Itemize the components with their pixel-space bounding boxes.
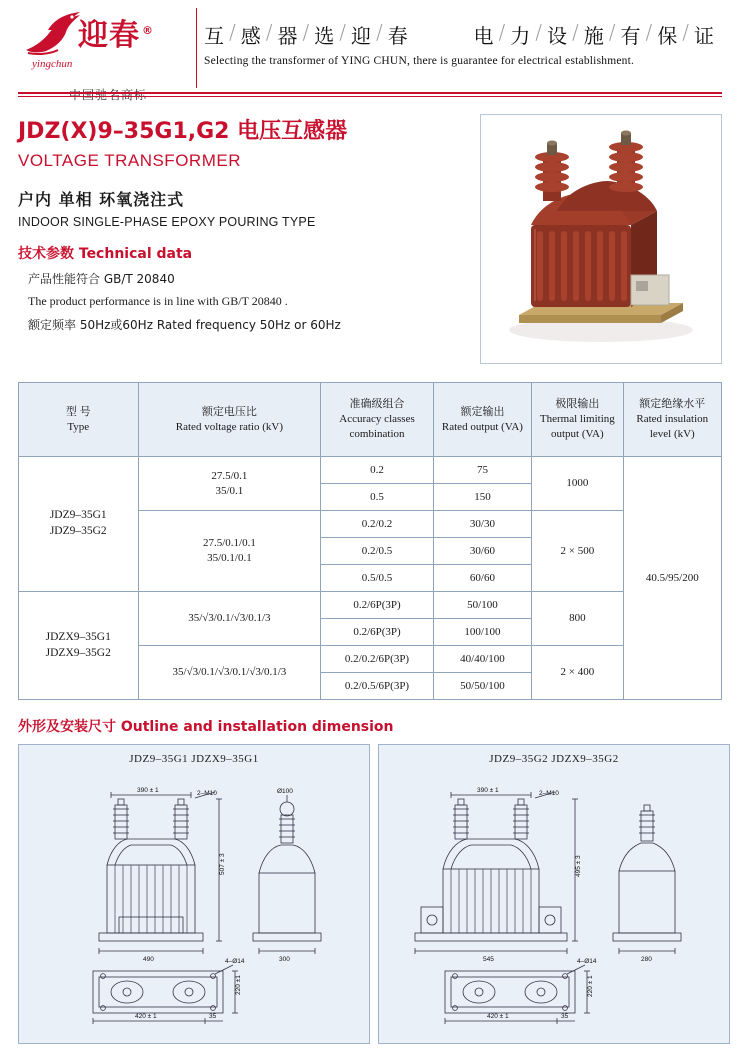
tech-line-2: The product performance is in line with GB/T 20840 . [28,294,288,308]
logo-chinese-text: 迎春 [78,18,140,53]
cell-type-group-1 [19,457,139,592]
label-plan-hole: 4–Ø14 [225,958,245,965]
label-plan-depth: 220 ±1 [235,975,242,995]
col-header-accuracy [321,383,433,457]
cell-thermal-4: 2 × 400 [532,646,623,700]
product-photo [480,114,722,364]
header-rule-thin [18,96,722,97]
cell-ratio-1 [138,457,321,511]
slogan-chinese-left [204,20,410,49]
cell-output: 100/100 [433,619,531,646]
header-vertical-divider [196,8,197,88]
slogan-left-char-0: 互 [204,24,226,48]
col-header-type-cn: 型 号 [65,405,91,418]
company-logo [18,6,198,103]
slogan-left-char-4: 迎 [351,24,373,48]
slogan-chinese-right [474,20,717,49]
cell-accuracy: 0.2/0.2/6P(3P) [321,646,433,673]
label-plan-width: 420 ± 1 [135,1013,157,1020]
dimension-panels [0,744,740,1044]
ratio-1-line2: 35/0.1 [215,484,244,497]
slogan-right-char-5: 保 [657,24,680,48]
product-intro-section [0,100,740,364]
slogan-right-char-3: 施 [583,24,606,48]
slogan-right-char-4: 有 [620,24,643,48]
cell-accuracy: 0.2 [321,457,433,484]
cell-accuracy: 0.2/6P(3P) [321,592,433,619]
specification-table [18,382,722,700]
specification-table-section [0,364,740,700]
type-g2-line2: JDZX9–35G2 [45,646,111,659]
label-base-width: 545 [483,956,494,963]
slogan-separator: / [682,20,691,44]
cell-thermal-3: 800 [532,592,623,646]
logo-mark [18,6,198,62]
col-header-type-en: Type [67,420,90,433]
cell-output: 60/60 [433,565,531,592]
drawing-area-g1 [19,765,369,1027]
product-photo-column [480,114,722,364]
cell-output: 30/30 [433,511,531,538]
label-circle: Ø100 [277,788,293,795]
col-header-thermal-cn: 极限输出 [555,398,600,411]
label-plan-small: 35 [561,1013,569,1020]
label-top-width: 390 ± 1 [477,787,499,794]
page-title-english: VOLTAGE TRANSFORMER [18,151,241,170]
cell-output: 50/50/100 [433,673,531,700]
table-row [19,592,722,619]
technical-data-heading: 技术参数 Technical data [18,246,193,262]
cell-thermal-1: 1000 [532,457,623,511]
cell-thermal-2: 2 × 500 [532,511,623,592]
label-plan-hole: 4–Ø14 [577,958,597,965]
ratio-2-line2: 35/0.1/0.1 [207,552,252,564]
logo-subtitle: 中国驰名商标 [68,88,147,102]
label-height: 507 ± 3 [219,853,226,875]
drawing-area-g2 [379,765,729,1027]
slogan-separator: / [645,20,655,44]
table-body [19,457,722,700]
cell-output: 50/100 [433,592,531,619]
slogan-english-text: Selecting the transformer of YING CHUN, there is guarantee for electrical establishment. [204,55,635,67]
slogan-english [198,55,722,67]
slogan-right-char-2: 设 [547,24,569,48]
slogan-right-char-1: 力 [510,24,533,48]
label-side-width: 280 [641,956,652,963]
cell-ratio-4: 35/√3/0.1/√3/0.1/√3/0.1/3 [138,646,321,700]
cell-output: 40/40/100 [433,646,531,673]
label-plan-small: 35 [209,1013,217,1020]
registered-trademark-icon: ® [142,24,154,37]
header-rule-thick [18,92,722,94]
col-header-accuracy-cn: 准确级组合 [349,398,405,411]
table-header-row [19,383,722,457]
type-g1-line2: JDZ9–35G2 [49,525,107,537]
cell-output: 30/60 [433,538,531,565]
cell-accuracy: 0.2/6P(3P) [321,619,433,646]
cell-insulation-level: 40.5/95/200 [623,457,721,700]
cell-accuracy: 0.2/0.5 [321,538,433,565]
cell-accuracy: 0.5/0.5 [321,565,433,592]
slogan-left-char-5: 春 [387,24,410,48]
cell-accuracy: 0.2/0.5/6P(3P) [321,673,433,700]
col-header-ratio-cn: 额定电压比 [201,405,257,418]
col-header-thermal-en: Thermal limiting output (VA) [539,413,615,440]
cell-accuracy: 0.5 [321,484,433,511]
slogan-right-char-6: 证 [694,24,716,48]
cell-output: 150 [433,484,531,511]
slogan-right-char-0: 电 [473,24,496,48]
slogan-separator: / [498,20,508,44]
label-side-width: 300 [279,956,290,963]
cell-ratio-2 [138,511,321,592]
slogan-chinese [198,20,722,49]
label-base-width: 490 [143,956,154,963]
cell-ratio-3: 35/√3/0.1/√3/0.1/3 [138,592,321,646]
label-height: 495 ± 3 [575,855,582,877]
label-plan-width: 420 ± 1 [487,1013,509,1020]
col-header-insulation-en: Rated insulation level (kV) [636,413,709,440]
footer-spacer [0,1044,740,1058]
dimension-caption-g1: JDZ9–35G1 JDZX9–35G1 [129,753,259,765]
page-title: JDZ(X)9–35G1,G2 电压互感器 [18,119,348,144]
slogan-separator: / [339,20,348,44]
dimension-panel-g1 [18,744,370,1044]
table-header [19,383,722,457]
slogan-separator: / [608,20,618,44]
label-plan-depth: 220 ± 1 [587,975,594,997]
page-header [0,0,740,100]
ratio-2-line1: 27.5/0.1/0.1 [202,537,256,550]
slogan-left-char-1: 感 [240,24,263,48]
cell-output: 75 [433,457,531,484]
product-type-english: INDOOR SINGLE-PHASE EPOXY POURING TYPE [18,215,316,229]
slogan-separator: / [229,20,238,44]
cell-accuracy: 0.2/0.2 [321,511,433,538]
slogan-separator: / [572,20,581,44]
label-bolt: 2–M10 [539,790,559,797]
tech-line-3: 额定频率 50Hz或60Hz Rated frequency 50Hz or 60Hz [28,318,341,332]
slogan-separator: / [535,20,544,44]
col-header-output-en: Rated output (VA) [441,420,523,433]
col-header-accuracy-en: Accuracy classes combination [339,413,415,440]
col-header-output [433,383,531,457]
header-slogan-block [198,6,722,67]
dimension-caption-g2: JDZ9–35G2 JDZX9–35G2 [489,753,619,765]
col-header-insulation-cn: 额定绝缘水平 [639,398,706,411]
ratio-1-line1: 27.5/0.1 [211,469,248,482]
slogan-separator: / [265,20,275,44]
col-header-output-cn: 额定输出 [460,405,505,418]
product-type-chinese: 户内 单相 环氧浇注式 [18,190,185,209]
label-top-width: 390 ± 1 [137,787,159,794]
slogan-separator: / [376,20,385,44]
col-header-type [19,383,139,457]
logo-pinyin: yingchun [32,58,73,70]
tech-line-1: 产品性能符合 GB/T 20840 [28,272,175,286]
col-header-ratio [138,383,321,457]
label-bolt: 2–M10 [197,790,217,797]
type-g2-line1: JDZX9–35G1 [45,630,111,643]
slogan-left-char-2: 器 [277,24,300,48]
col-header-thermal [532,383,623,457]
logo-chinese-name [78,17,154,51]
table-row [19,457,722,484]
phoenix-bird-icon [22,10,84,58]
col-header-ratio-en: Rated voltage ratio (kV) [175,420,283,433]
slogan-left-char-3: 选 [314,24,337,48]
col-header-insulation [623,383,721,457]
slogan-separator: / [302,20,312,44]
product-title-column [18,114,480,364]
type-g1-line1: JDZ9–35G1 [49,509,107,522]
dimension-panel-g2 [378,744,730,1044]
dimension-section-title: 外形及安装尺寸 Outline and installation dimension [18,719,394,735]
cell-type-group-2 [19,592,139,700]
